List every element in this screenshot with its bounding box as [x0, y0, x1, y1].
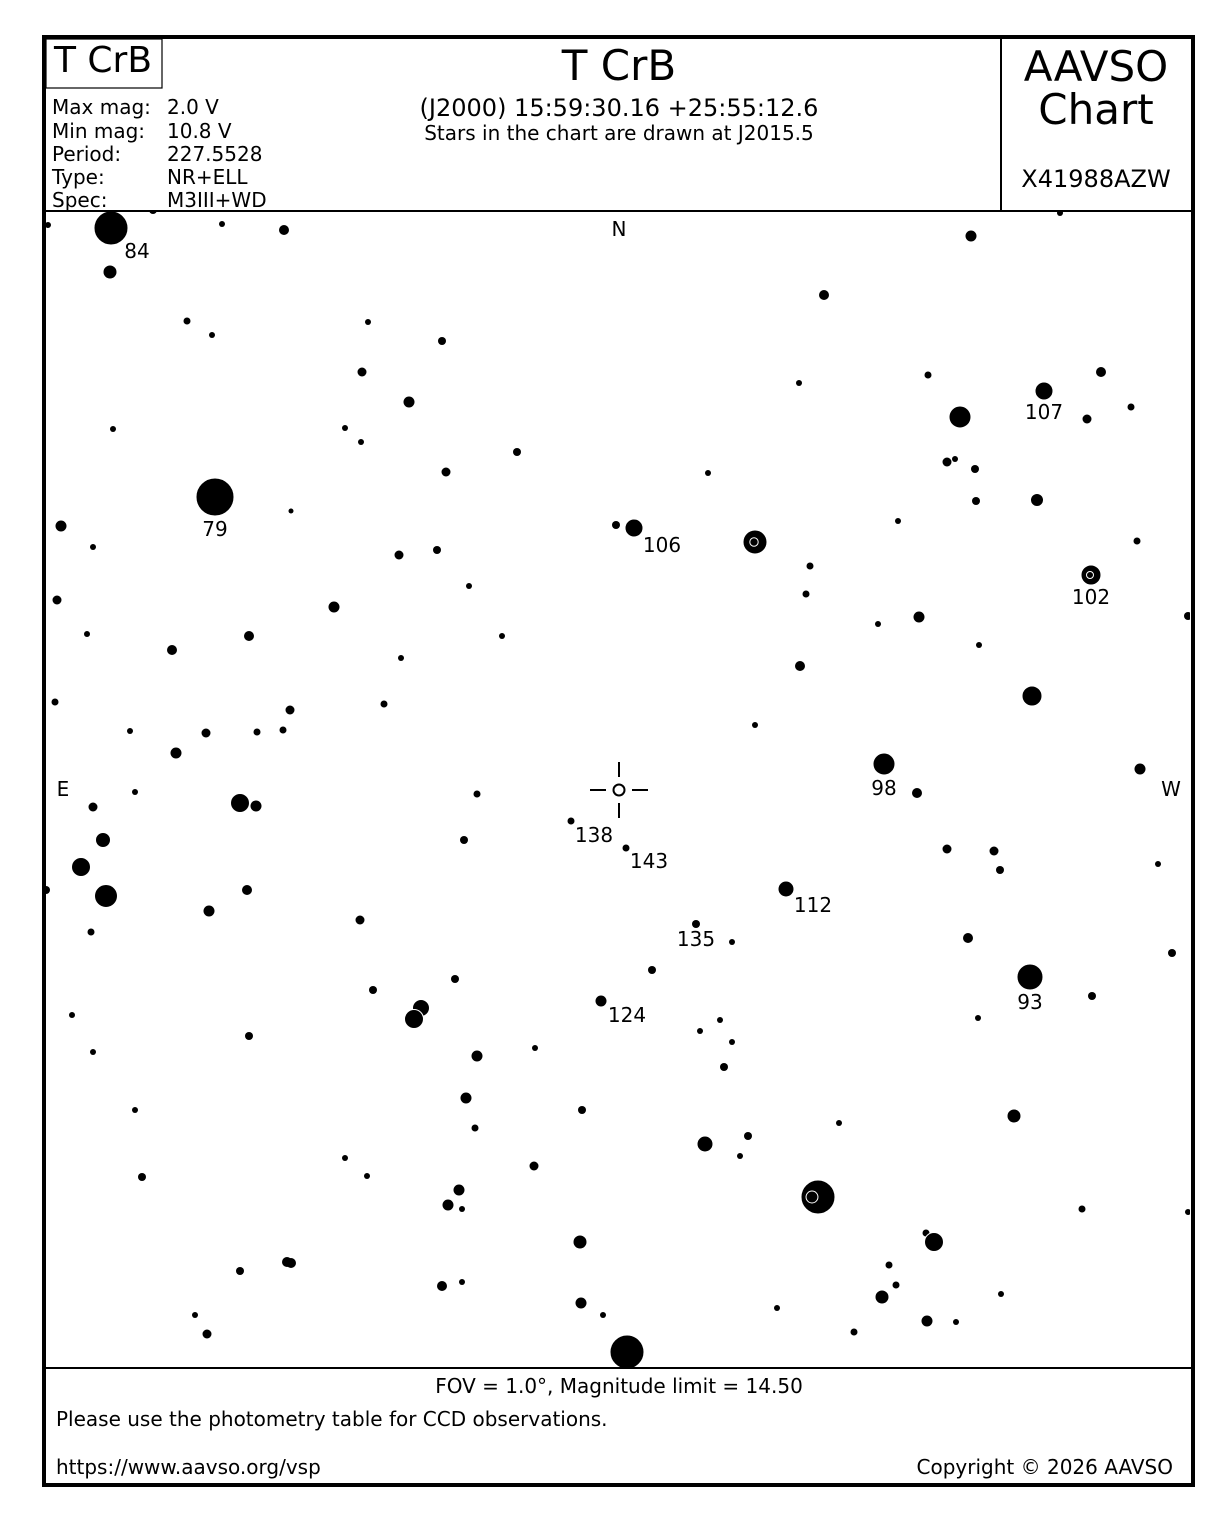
field-star: [442, 468, 451, 477]
field-star: [242, 885, 252, 895]
field-star: [851, 1329, 858, 1336]
comparison-star-138: [568, 818, 575, 825]
field-star: [52, 699, 59, 706]
field-star: [743, 530, 767, 554]
field-star: [875, 621, 881, 627]
comparison-star-93: [1017, 964, 1043, 990]
field-star: [53, 596, 62, 605]
field-star: [996, 866, 1004, 874]
field-star: [451, 975, 459, 983]
field-star: [88, 929, 95, 936]
field-star: [697, 1136, 713, 1152]
field-star: [965, 230, 977, 242]
fov-text: FOV = 1.0°, Magnitude limit = 14.50: [435, 1374, 803, 1398]
field-star: [697, 1028, 703, 1034]
copyright: Copyright © 2026 AAVSO: [916, 1455, 1173, 1479]
field-star: [356, 916, 365, 925]
field-star: [459, 1206, 465, 1212]
field-star: [975, 1015, 981, 1021]
field-star: [895, 518, 901, 524]
field-star: [720, 1063, 728, 1071]
field-star: [819, 290, 829, 300]
chart-title: T CrB: [561, 41, 677, 90]
field-star: [170, 747, 182, 759]
field-star: [438, 337, 446, 345]
field-star: [925, 372, 932, 379]
field-star: [72, 858, 91, 877]
field-star: [1007, 1109, 1021, 1123]
field-star: [1134, 538, 1141, 545]
field-star: [342, 1155, 348, 1161]
comparison-label-79: 79: [202, 517, 228, 541]
field-star: [328, 601, 340, 613]
field-star: [472, 1125, 479, 1132]
field-star: [460, 836, 468, 844]
field-star: [89, 803, 98, 812]
field-star: [737, 1153, 743, 1159]
field-star: [513, 448, 521, 456]
epoch-note: Stars in the chart are drawn at J2015.5: [424, 121, 814, 145]
field-star: [921, 1315, 933, 1327]
field-star: [1083, 415, 1092, 424]
chart-id: X41988AZW: [1021, 165, 1171, 193]
field-star: [717, 1017, 723, 1023]
comparison-label-138: 138: [574, 823, 614, 847]
comparison-star-102: [1081, 565, 1101, 585]
comparison-label-124: 124: [607, 1003, 647, 1027]
field-star: [729, 939, 735, 945]
compass-west: W: [1161, 777, 1181, 801]
field-star: [342, 425, 348, 431]
field-star: [132, 789, 138, 795]
field-star: [744, 1132, 752, 1140]
brand-aavso: AAVSO: [1023, 42, 1169, 91]
field-star: [943, 845, 952, 854]
info-value-period: 227.5528: [167, 142, 263, 166]
field-star: [96, 833, 111, 848]
field-star: [471, 1050, 483, 1062]
field-star: [573, 1235, 587, 1249]
info-value-max: 2.0 V: [167, 95, 219, 119]
field-star: [404, 397, 415, 408]
field-star: [913, 611, 925, 623]
field-star: [286, 706, 295, 715]
field-star: [963, 933, 973, 943]
info-value-spec: M3III+WD: [167, 188, 267, 212]
info-label-max: Max mag:: [52, 95, 151, 119]
comparison-star-112: [778, 881, 794, 897]
field-star: [886, 1262, 893, 1269]
field-star: [460, 1092, 472, 1104]
field-star: [90, 544, 96, 550]
field-star: [369, 986, 377, 994]
info-label-min: Min mag:: [52, 119, 146, 143]
field-star: [132, 1107, 138, 1113]
field-star: [990, 847, 999, 856]
field-star: [836, 1120, 842, 1126]
comparison-star-98: [873, 753, 895, 775]
field-star: [381, 701, 388, 708]
ccd-note: Please use the photometry table for CCD observations.: [56, 1407, 608, 1431]
field-star: [203, 1330, 212, 1339]
field-star: [998, 1291, 1004, 1297]
field-star: [398, 655, 404, 661]
field-star: [1135, 764, 1146, 775]
field-star: [103, 265, 117, 279]
field-star: [796, 380, 802, 386]
field-star: [442, 1199, 454, 1211]
brand-chart: Chart: [1038, 85, 1154, 134]
info-value-min: 10.8 V: [167, 119, 232, 143]
field-star: [976, 642, 982, 648]
field-star: [289, 509, 294, 514]
field-star: [1079, 1206, 1086, 1213]
field-star: [184, 318, 191, 325]
info-label-type: Type:: [52, 165, 105, 189]
comparison-star-106: [625, 519, 643, 537]
field-star: [1168, 949, 1176, 957]
field-star: [244, 631, 254, 641]
field-star: [231, 794, 250, 813]
field-star: [1088, 992, 1096, 1000]
field-star: [466, 583, 472, 589]
field-star: [532, 1045, 538, 1051]
field-star: [912, 788, 922, 798]
comparison-label-102: 102: [1071, 585, 1111, 609]
field-star: [405, 1010, 424, 1029]
comparison-label-106: 106: [642, 533, 682, 557]
field-star: [576, 1298, 587, 1309]
field-star: [245, 1032, 253, 1040]
field-star: [69, 1012, 75, 1018]
field-star: [251, 801, 262, 812]
comparison-label-112: 112: [793, 893, 833, 917]
field-star: [705, 470, 711, 476]
field-star: [803, 591, 810, 598]
field-star: [90, 1049, 96, 1055]
field-star: [795, 661, 805, 671]
field-star: [437, 1281, 447, 1291]
field-star: [972, 497, 980, 505]
field-star: [729, 1039, 735, 1045]
badge-label: T CrB: [53, 40, 153, 81]
field-star: [280, 727, 287, 734]
vsp-url[interactable]: https://www.aavso.org/vsp: [56, 1455, 321, 1479]
field-star: [752, 722, 758, 728]
comparison-star-143: [623, 845, 630, 852]
field-star: [204, 906, 215, 917]
field-star: [1155, 861, 1161, 867]
field-star: [530, 1162, 539, 1171]
field-star: [807, 563, 814, 570]
field-star: [219, 221, 225, 227]
info-value-type: NR+ELL: [167, 165, 248, 189]
field-star: [95, 885, 118, 908]
compass-north: N: [611, 217, 627, 241]
field-star: [875, 1290, 889, 1304]
field-star: [110, 426, 116, 432]
field-star: [192, 1312, 198, 1318]
field-star: [84, 631, 90, 637]
target-coordinates: (J2000) 15:59:30.16 +25:55:12.6: [419, 94, 819, 122]
field-star: [459, 1279, 465, 1285]
field-star: [364, 1173, 370, 1179]
field-star: [1022, 686, 1042, 706]
field-star: [578, 1106, 586, 1114]
field-star: [395, 551, 404, 560]
field-star: [474, 791, 481, 798]
field-star: [365, 319, 371, 325]
field-star: [138, 1173, 146, 1181]
comparison-label-98: 98: [871, 776, 897, 800]
field-star: [971, 465, 979, 473]
field-star: [1128, 404, 1135, 411]
field-star: [600, 1312, 606, 1318]
field-star: [236, 1267, 244, 1275]
field-star: [433, 546, 441, 554]
info-label-period: Period:: [52, 142, 122, 166]
field-star: [1096, 367, 1106, 377]
field-star: [202, 729, 211, 738]
field-star: [286, 1258, 296, 1268]
field-star: [127, 728, 133, 734]
field-star: [925, 1233, 944, 1252]
comparison-label-107: 107: [1024, 400, 1064, 424]
field-star: [893, 1282, 900, 1289]
field-star: [648, 966, 656, 974]
field-star: [453, 1184, 465, 1196]
comparison-star-107: [1035, 382, 1053, 400]
comparison-label-84: 84: [124, 239, 150, 263]
field-star: [774, 1305, 780, 1311]
info-label-spec: Spec:: [52, 188, 108, 212]
field-star: [953, 1319, 959, 1325]
field-star: [952, 456, 958, 462]
field-star: [209, 332, 215, 338]
field-star: [279, 225, 289, 235]
field-star: [358, 439, 364, 445]
field-star: [55, 520, 67, 532]
compass-east: E: [56, 777, 70, 801]
field-star: [612, 521, 620, 529]
field-star: [254, 729, 261, 736]
compass-south: S: [612, 1339, 626, 1363]
comparison-label-135: 135: [676, 927, 716, 951]
field-star: [499, 633, 505, 639]
field-star: [943, 458, 952, 467]
field-star: [167, 645, 177, 655]
field-star: [1031, 494, 1044, 507]
comparison-label-93: 93: [1017, 990, 1043, 1014]
comparison-star-124: [596, 996, 607, 1007]
comparison-label-143: 143: [629, 849, 669, 873]
field-star: [949, 406, 971, 428]
field-star: [358, 368, 367, 377]
comparison-star-84: [94, 211, 128, 245]
comparison-star-79: [196, 478, 234, 516]
